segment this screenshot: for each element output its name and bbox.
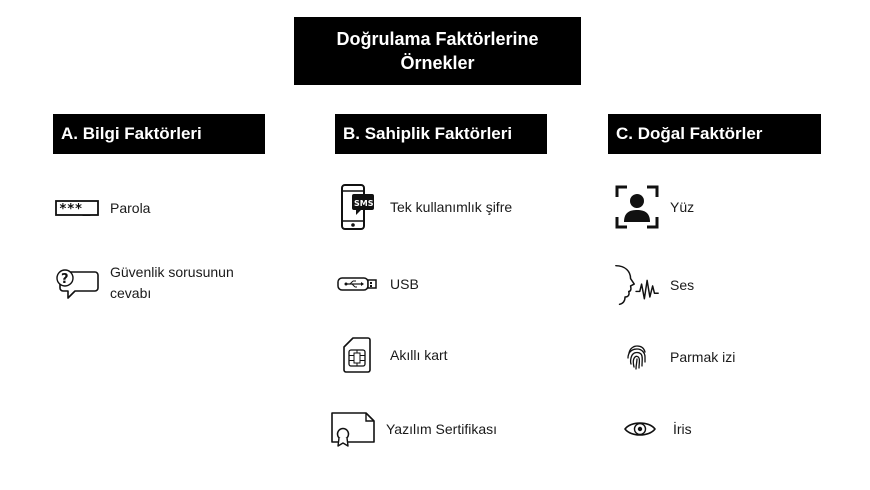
- item-one-time-password-label: Tek kullanımlık şifre: [390, 198, 513, 215]
- item-password-label: Parola: [110, 199, 151, 216]
- item-software-certificate-label: Yazılım Sertifikası: [386, 420, 497, 437]
- question-bubble-icon: [54, 260, 100, 306]
- item-fingerprint: [614, 334, 735, 380]
- item-password: [54, 185, 150, 231]
- eye-icon: [617, 406, 663, 452]
- usb-stick-icon: [334, 261, 380, 307]
- item-usb: [334, 261, 419, 307]
- item-one-time-password: [334, 184, 512, 230]
- item-smart-card: [334, 332, 448, 378]
- item-face: [614, 184, 694, 230]
- fingerprint-icon: [614, 334, 660, 380]
- svg-text:SMS: SMS: [354, 199, 374, 208]
- item-security-question-label: Güvenlik sorusunun cevabı: [110, 264, 234, 301]
- certificate-icon: [330, 406, 376, 452]
- item-voice: [614, 262, 694, 308]
- item-iris: [617, 406, 692, 452]
- sim-card-icon: [334, 332, 380, 378]
- item-smart-card-label: Akıllı kart: [390, 346, 448, 363]
- heading-knowledge-factors: A. Bilgi Faktörleri: [53, 114, 265, 154]
- diagram-title: Doğrulama Faktörlerine Örnekler: [336, 29, 539, 73]
- svg-text:***_: ***_: [59, 202, 91, 217]
- heading-inherent-factors: C. Doğal Faktörler: [608, 114, 821, 154]
- password-field-icon: [54, 185, 100, 231]
- item-iris-label: İris: [673, 420, 692, 437]
- face-scan-icon: [614, 184, 660, 230]
- item-software-certificate: [330, 406, 497, 452]
- svg-text:?: ?: [61, 272, 69, 287]
- item-voice-label: Ses: [670, 276, 695, 293]
- heading-possession-factors: B. Sahiplik Faktörleri: [335, 114, 547, 154]
- item-fingerprint-label: Parmak izi: [670, 348, 736, 365]
- item-security-question: [54, 260, 250, 306]
- voice-icon: [614, 262, 660, 308]
- item-usb-label: USB: [390, 275, 419, 292]
- sms-phone-icon: [334, 184, 380, 230]
- item-face-label: Yüz: [670, 198, 695, 215]
- diagram-title-box: [294, 17, 581, 85]
